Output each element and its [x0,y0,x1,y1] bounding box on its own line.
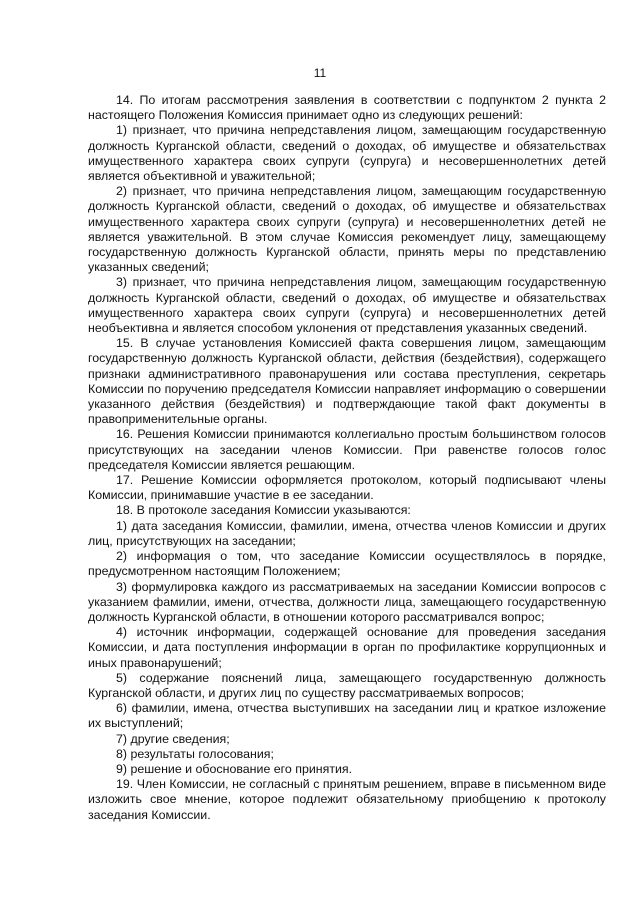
list-item-18-2: 2) информация о том, что заседание Комиссии осуществлялось в порядке, предусмотренном настоящим Положением; [88,549,606,579]
paragraph-18: 18. В протоколе заседания Комиссии указываются: [116,503,411,518]
paragraph-17: 17. Решение Комиссии оформляется протоколом, который подписывают члены Комиссии, принимавшие участие в ее заседании. [88,473,606,503]
document-body [88,93,606,823]
list-item-18-8: 8) результаты голосования; [116,746,274,761]
list-item-18-4: 4) источник информации, содержащей основание для проведения заседания Комиссии, и дата поступления информации в орган по профилактике коррупционных и иных правонарушений; [88,625,606,670]
page-number: 11 [313,66,327,80]
list-item-18-9: 9) решение и обоснование его принятия. [116,761,353,776]
paragraph-15: 15. В случае установления Комиссией факта совершения лицом, замещающим государственную должность Курганской области, действия (бездействия), содержащего признаки административного правонарушения или состава преступления, секретарь Комиссии по поручению председателя Комиссии направляет информацию о совершении указанного действия (бездействия) и подтверждающие такой факт документы в правоприменительные органы. [88,336,606,427]
list-item-18-7: 7) другие сведения; [116,731,230,746]
paragraph-14: 14. По итогам рассмотрения заявления в соответствии с подпунктом 2 пункта 2 настоящего Положения Комиссия принимает одно из следующих решений: [88,93,606,123]
list-item-14-3: 3) признает, что причина непредставления лицом, замещающим государственную должность Курганской области, сведений о доходах, об имуществе и обязательствах имущественного характера своих супруги (супруга) и несовершеннолетних детей необъективна и является способом уклонения от представления указанных сведений. [88,275,606,336]
paragraph-16: 16. Решения Комиссии принимаются коллегиально простым большинством голосов присутствующих на заседании членов Комиссии. При равенстве голосов голос председателя Комиссии является решающим. [88,427,606,472]
list-item-14-2: 2) признает, что причина непредставления лицом, замещающим государственную должность Курганской области, сведений о доходах, об имуществе и обязательствах имущественного характера своих супруги (супруга) и несовершеннолетних детей не является уважительной. В этом случае Комиссия рекомендует лицу, замещающему государственную должность Курганской области, принять меры по представлению указанных сведений; [88,184,606,275]
list-item-14-1: 1) признает, что причина непредставления лицом, замещающим государственную должность Курганской области, сведений о доходах, об имуществе и обязательствах имущественного характера своих супруги (супруга) и несовершеннолетних детей является объективной и уважительной; [88,123,606,184]
list-item-18-3: 3) формулировка каждого из рассматриваемых на заседании Комиссии вопросов с указанием фамилии, имени, отчества, должности лица, замещающего государственную должность Курганской области, в отношении которого рассматривался вопрос; [88,579,606,624]
list-item-18-5: 5) содержание пояснений лица, замещающего государственную должность Курганской области, и других лиц по существу рассматриваемых вопросов; [88,670,606,700]
paragraph-19: 19. Член Комиссии, не согласный с принятым решением, вправе в письменном виде изложить свое мнение, которое подлежит обязательному приобщению к протоколу заседания Комиссии. [88,777,606,822]
list-item-18-1: 1) дата заседания Комиссии, фамилии, имена, отчества членов Комиссии и других лиц, присутствующих на заседании; [88,518,606,548]
list-item-18-6: 6) фамилии, имена, отчества выступивших на заседании лиц и краткое изложение их выступлений; [88,701,606,731]
